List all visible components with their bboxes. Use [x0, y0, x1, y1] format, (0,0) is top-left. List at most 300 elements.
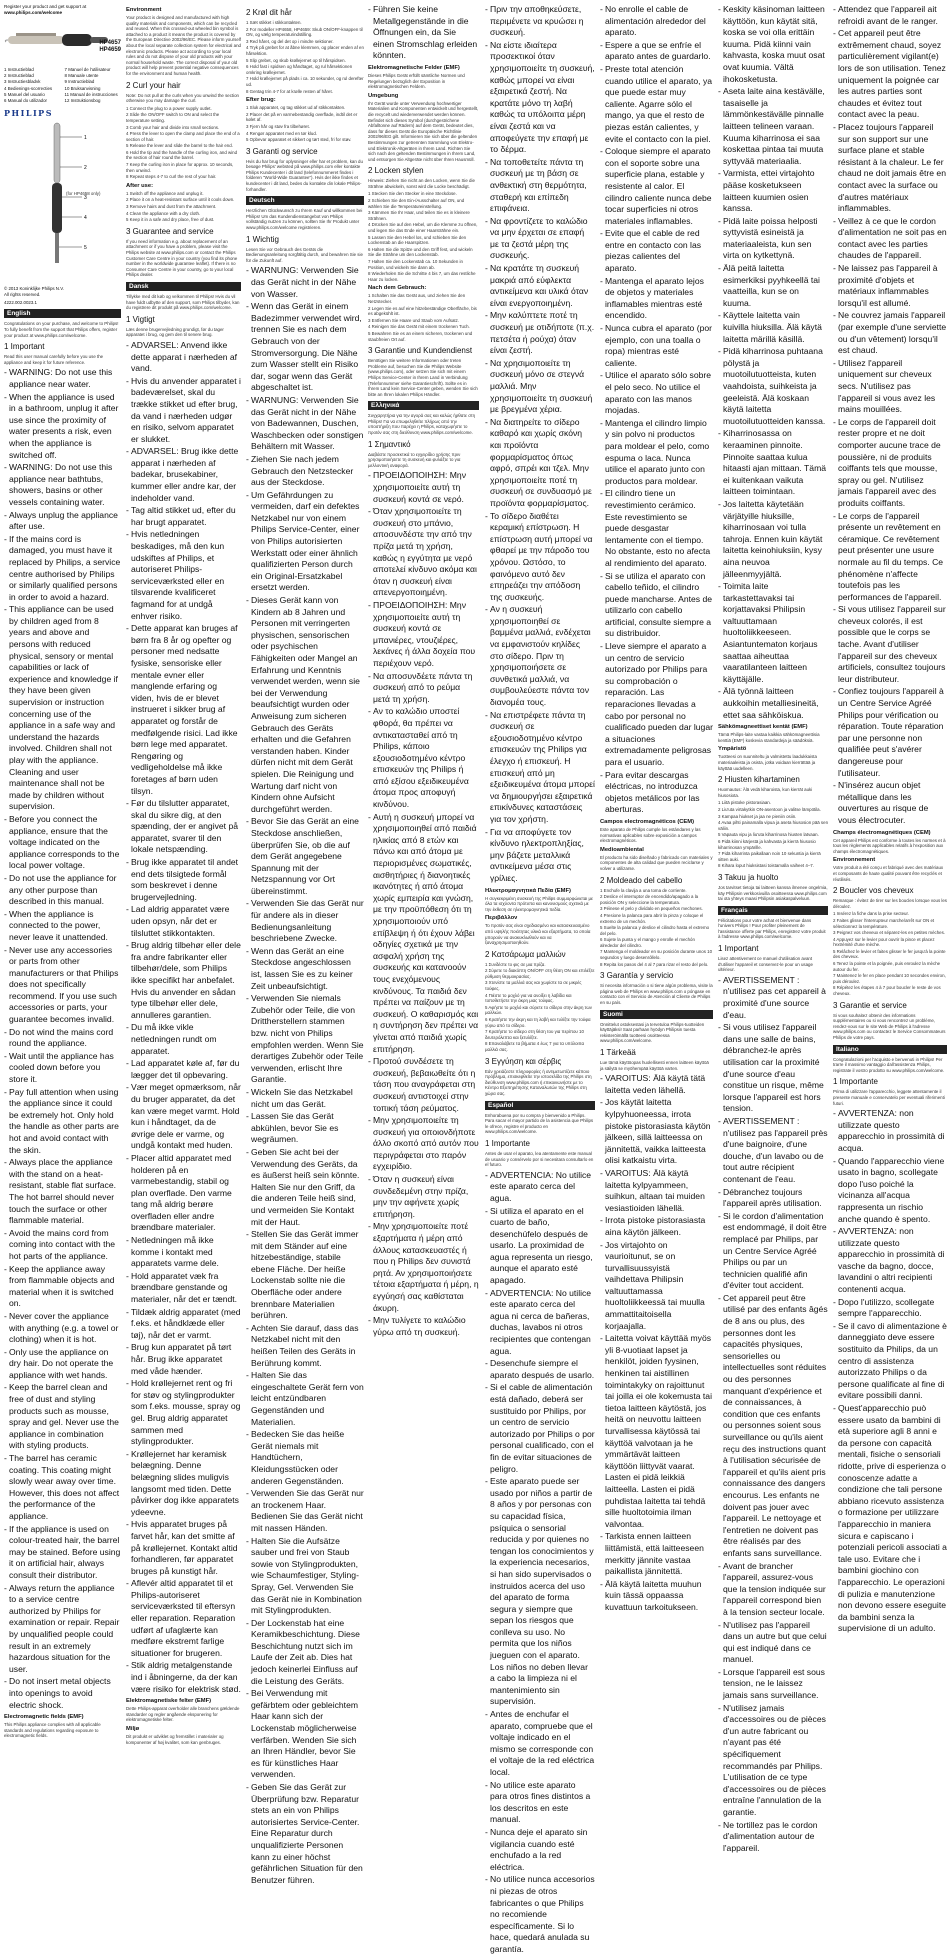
- list-item: - Netledningen må ikke komme i kontakt med apparatets varme dele.: [126, 1235, 241, 1270]
- note-text: Remarque : évitez de tirer sur les boucles lorsque vous les déroulez.: [833, 898, 947, 909]
- list-item: - Για να αποφύγετε τον κίνδυνο ηλεκτροπληξίας, μην βάζετε μεταλλικά αντικείμενα μέσα στις γρίλιες.: [485, 827, 595, 885]
- list-item: - Jos laitetta käytetään värjätyille hiuksille, kiharrinosaan voi tulla tahroja. Ennen kuin käytät laitetta keinohiuksiin, kysy aina neuvoa jälleenmyyjältä.: [718, 499, 828, 580]
- list-item: - Pidä laite poissa helposti syttyvistä esineistä ja materiaaleista, kun sen virta on kytkettynä.: [718, 216, 828, 262]
- list-item: - Älä työnnä laitteen aukkoihin metalliesineitä, ettet saa sähköiskua.: [718, 686, 828, 721]
- list-item: - Tag altid stikket ud, efter du har brugt apparatet.: [126, 505, 241, 528]
- column-6: [600, 4, 713, 1612]
- list-item: - Before you connect the appliance, ensure that the voltage indicated on the appliance corresponds to the local power voltage.: [4, 814, 121, 872]
- env-title: Environnement: [833, 857, 876, 864]
- list-item: - Se il cavo di alimentazione è danneggiato deve essere sostituito da Philips, da un centro di assistenza autorizzato Philips o da persone qualificate al fine di evitare possibili danni.: [833, 1321, 947, 1402]
- section-title: 1 Wichtig: [246, 234, 279, 244]
- list-item: - ADVARSEL: Anvend ikke dette apparat i nærheden af vand.: [126, 340, 241, 375]
- svg-text:5: 5: [84, 245, 87, 252]
- svg-text:4: 4: [84, 215, 87, 222]
- section-intro: Prima di utilizzare l'apparecchio, leggete attentamente il presente manuale e conservatelo per eventuali riferimenti futuri.: [833, 1089, 945, 1106]
- env-title: Umgebung: [368, 92, 399, 99]
- list-item: - Aflevér altid apparatet til et Philips-autoriseret serviceværksted til eftersyn eller reparation. Reparation udført af ufaglærte kan medføre ekstremt farlige situationer for brugeren.: [126, 1578, 241, 1659]
- list-item: - Lleve siempre el aparato a un centro de servicio autorizado por Philips para su comprobación o reparación. Las reparaciones llevadas a cabo por personal no cualificado pueden dar lugar a situaciones extremadamente peligrosas para el usuario.: [600, 641, 713, 769]
- env-title: Miljø: [126, 1726, 140, 1732]
- list-item: 2 Schieben Sie den Ein-/Ausschalter auf ON, und wählen Sie die Temperatureinstellung.: [368, 198, 465, 209]
- list-item: - Cet appareil peut être extrêmement chaud, soyez particulièrement vigilant(e) lors de son utilisation. Tenez uniquement la poignée car les autres parties sont chaudes et évitez tout contact avec la peau.: [833, 28, 947, 121]
- guarantee-text: Jos tarvitset tietoja tai laitteen kanssa ilmenee ongelmia, käy Philipsin verkkosivuilla osoitteessa www.philips.com tai ota yhteys maasi Philipsin asiakaspalveluun.: [718, 884, 828, 902]
- list-item: 5 Release the lever and slide the barrel to the hair end.: [126, 143, 233, 149]
- list-item: - Si le cordon d'alimentation est endommagé, il doit être remplacé par Philips, par un Centre Service Agréé Philips ou par un technicien qualifié afin d'éviter tout accident.: [718, 1211, 828, 1292]
- list-item: - Ne couvrez jamais l'appareil (par exemple d'une serviette ou d'un vêtement) lorsqu'il est chaud.: [833, 310, 947, 356]
- list-item: - Ne laissez pas l'appareil à proximité d'objets et matériaux inflammables lorsqu'il est allumé.: [833, 263, 947, 309]
- intro-text: Onnittelut ostoksestasi ja tervetuloa Philips-tuotteiden käyttäjäksi! Saat parhaan hyödyn Philipsin tuesta rekisteröimällä tuotteesi osoitteessa www.philips.com/welcome.: [600, 1021, 705, 1044]
- list-item: - Όταν χρησιμοποιείτε τη συσκευή στο μπάνιο, αποσυνδέστε την από την πρίζα μετά τη χρήση, καθώς η εγγύτητα με νερό αποτελεί κίνδυνο ακόμα και όταν η συσκευή είναι απενεργοποιημένη.: [368, 506, 479, 599]
- lang-heading-dansk: Dansk: [126, 282, 241, 291]
- list-item: 3 Χτενίστε τα μαλλιά σας και χωρίστε τα σε μικρές τούφες.: [485, 980, 582, 992]
- list-item: - Hold apparatet væk fra brændbare genstande og materialer, når det er tændt.: [126, 1271, 241, 1306]
- list-item: 1 Connect the plug to a power supply outlet.: [126, 105, 212, 111]
- list-item: - Pay full attention when using the appliance since it could be extremely hot. Only hold the handle as other parts are hot and avoid contact with the skin.: [4, 1087, 121, 1157]
- list-item: 7 Halten Sie den Lockenstab ca. 10 Sekunden in Position, und wickeln Sie dann ab.: [368, 259, 463, 270]
- list-item: - Do not wind the mains cord round the appliance.: [4, 1027, 121, 1050]
- list-item: - Lorsque l'appareil est sous tension, ne le laissez jamais sans surveillance.: [718, 1667, 828, 1702]
- guarantee-text: If you need information e.g. about replacement of an attachment or if you have a problem, please visit the Philips website at www.philips.com or contact the Philips Customer Care Centre in your country (you find its phone number in the worldwide guarantee leaflet). If there is no Consumer Care Centre in your country, go to your local Philips dealer.: [126, 238, 238, 278]
- list-item: - Pidä kiharrinosa puhtaana pölystä ja muotoilutuotteista, kuten vaahdoista, suihkeista ja geeleistä. Älä koskaan käytä laitetta muotoilutuotteiden kanssa.: [718, 346, 828, 427]
- list-item: - Mantenga el cilindro limpio y sin polvo ni productos para moldear el pelo, como espuma o laca. Nunca utilice el aparato junto con productos para moldear.: [600, 418, 713, 488]
- emf-title: Champs électromagnétiques (CEM): [833, 829, 931, 836]
- list-item: - Achten Sie darauf, dass das Netzkabel nicht mit den heißen Teilen des Geräts in Berührung kommt.: [246, 1323, 364, 1369]
- section-title: 1 Σημαντικό: [368, 439, 411, 449]
- list-item: - Attendez que l'appareil ait refroidi avant de le ranger.: [833, 4, 947, 27]
- list-item: - Si el cable de alimentación está dañado, deberá ser sustituido por Philips, por un centro de servicio autorizado por Philips o por personal cualificado, con el fin de evitar situaciones de peligro.: [485, 1382, 595, 1475]
- list-item: 4 Press the lever to open the clamp and place the end of a section of hair.: [126, 131, 240, 142]
- section-title: 2 Krøl dit hår: [246, 8, 292, 17]
- section-title: 3 Garantie und Kundendienst: [368, 346, 473, 356]
- list-item: - Placez toujours l'appareil sur son support sur une surface plane et stable résistant à la chaleur. Le fer chaud ne doit jamais être en contact avec la surface ou d'autres matériaux inflammables.: [833, 122, 947, 215]
- list-item: 8 Gentag trin 4-7 for at krølle resten af håret.: [246, 88, 333, 94]
- model-b: HP4659: [99, 47, 121, 53]
- list-item: - If the appliance is used on colour-treated hair, the barrel may be stained. Before using it on artificial hair, always consult their distributor.: [4, 1524, 121, 1582]
- list-item: 4 Tryk på grebet for at åbne klemmen, og placer enden af en hårsektion.: [246, 45, 364, 56]
- list-item: 7 Κρατήστε το σίδερο στη θέση του για περίπου 10 δευτερόλεπτα και ξετυλίξτε.: [485, 1029, 584, 1040]
- lang-heading-english: English: [4, 309, 121, 318]
- list-item: - Αν το καλώδιο υποστεί φθορά, θα πρέπει να αντικατασταθεί από τη Philips, κάποιο εξουσιοδοτημένο κέντρο επισκευών της Philips ή από εξίσου εξειδικευμένα άτομα προς αποφυγή κινδύνου.: [368, 706, 479, 810]
- rights-line: All rights reserved.: [4, 291, 41, 297]
- model-a: HP4657: [99, 40, 121, 46]
- intro-text: Συγχαρητήρια για την αγορά σας και καλώς ήρθατε στη Philips! Για να επωφεληθείτε πλήρως από την υποστήριξη που παρέχει η Philips, καταχωρήστε το προϊόν σας στη διεύθυνση www.philips.com/welcome.: [368, 413, 476, 436]
- section-intro: Read this user manual carefully before you use the appliance and keep it for future reference.: [4, 354, 104, 365]
- list-item: - AVVERTENZA: non utilizzate questo apparecchio in prossimità di vasche da bagno, docce, lavandini o altri recipienti contenenti acqua.: [833, 1226, 947, 1296]
- list-item: - Veillez à ce que le cordon d'alimentation ne soit pas en contact avec les parties chaudes de l'appareil.: [833, 216, 947, 262]
- list-item: - Jos käytät laitetta kylpyhuoneessa, irrota pistoke pistorasiasta käytön jälkeen, sillä laitteessa on jännitettä, vaikka laitteesta olisi katkaistu virta.: [600, 1097, 713, 1167]
- list-item: 2 Faites glisser l'interrupteur marche/arrêt sur ON et sélectionnez la température.: [833, 917, 935, 929]
- list-item: - ADVARSEL: Brug ikke dette apparat i nærheden af badekar, brusekabiner, kummer eller andre kar, der indeholder vand.: [126, 446, 241, 504]
- register-line: Register your product and get support at: [4, 4, 87, 9]
- warning-list: [485, 1170, 595, 1956]
- list-item: - Wenn das Gerät in einem Badezimmer verwendet wird, trennen Sie es nach dem Gebrauch von der Stromversorgung. Die Nähe zum Wasser stellt ein Risiko dar, sogar wenn das Gerät abgeschaltet ist.: [246, 301, 364, 394]
- list-item: - Bedecken Sie das heiße Gerät niemals mit Handtüchern, Kleidungsstücken oder anderen Gegenständen.: [246, 1429, 364, 1487]
- list-item: - Coloque siempre el aparato con el soporte sobre una superficie plana, estable y resistente al calor. El cilindro caliente nunca debe tocar superficies ni otros materiales inflamables.: [600, 146, 713, 227]
- steps-list: [246, 20, 364, 94]
- list-item: 8 Répétez les étapes 4 à 7 pour boucler le reste de vos cheveux.: [833, 985, 941, 997]
- list-item: - Mantenga el aparato lejos de objetos y materiales inflamables mientras esté encendido.: [600, 276, 713, 322]
- list-item: - Brug kun apparatet på tørt hår. Brug ikke apparatet med våde hænder.: [126, 1342, 241, 1377]
- list-item: - WARNUNG: Verwenden Sie das Gerät nicht in der Nähe von Badewannen, Duschen, Waschbecken oder sonstigen Behältern mit Wasser.: [246, 395, 364, 453]
- after-use-title: Nach dem Gebrauch:: [368, 285, 427, 292]
- section-intro: Lisez attentivement ce manuel d'utilisation avant d'utiliser l'appareil et conservez-le pour un usage ultérieur.: [718, 956, 813, 973]
- list-item: 6 Manual do utilizador: [4, 98, 47, 104]
- list-item: 7 Maintenez le fer en place pendant 10 secondes environ, puis déroulez.: [833, 973, 946, 984]
- list-item: - ΠΡΟΕΙΔΟΠΟΙΗΣΗ: Μην χρησιμοποιείτε αυτή τη συσκευή κοντά σε μπανιέρες, ντουζιέρες, λεκάνες ή άλλα δοχεία που περιέχουν νερό.: [368, 600, 479, 670]
- lang-heading-deutsch: Deutsch: [246, 196, 364, 205]
- list-item: 2 Legen Sie es auf eine hitzebeständige Oberfläche, bis es abgekühlt ist.: [368, 305, 477, 317]
- hp4658-note: (for HP4658 only): [66, 191, 101, 197]
- list-item: - Keskity käsinoman laitteen käyttöön, kun käytät sitä, koska se voi olla erittäin kuuma. Pidä kiinni vain kahvasta, koska muut osat ovat kuumia. Vältä ihokosketusta.: [718, 4, 828, 85]
- list-item: 4 Drücken Sie auf den Hebel, um die Klemme zu öffnen, und legen Sie das Ende einer Haarsträhne ein.: [368, 222, 478, 234]
- register-url: www.philips.com/welcome: [4, 9, 63, 15]
- list-item: - Espere a que se enfríe el aparato antes de guardarlo.: [600, 40, 713, 63]
- list-item: - Να κρατάτε τη συσκευή μακριά από εύφλεκτα αντικείμενα και υλικά όταν είναι ενεργοποιημένη.: [485, 263, 595, 309]
- section-intro: Διαβάστε προσεκτικά το εγχειρίδιο χρήσης πριν χρησιμοποιήσετε τη συσκευή και φυλάξτε το για μελλοντική αναφορά.: [368, 451, 461, 468]
- list-item: 7 Keep the curling iron in place for approx. 10 seconds, then unwind.: [126, 162, 234, 173]
- emf-title: Elektromagnetische Felder (EMF): [368, 64, 460, 71]
- list-item: 8 Manuale utente: [64, 73, 99, 79]
- list-item: - Vær meget opmærksom, når du bruger apparatet, da det kan være meget varmt. Hold kun i håndtaget, da de øvrige dele er varme, og undgå kontakt med huden.: [126, 1082, 241, 1152]
- list-item: - El cilindro tiene un revestimiento cerámico. Este revestimiento se puede desgastar lentamente con el tiempo. No obstante, esto no afecta al rendimiento del aparato.: [600, 488, 713, 569]
- list-item: - Halten Sie das eingeschaltete Gerät fern von leicht entzündbaren Gegenständen und Materialien.: [246, 1370, 364, 1428]
- list-item: - Cet appareil peut être utilisé par des enfants âgés de 8 ans ou plus, des personnes dont les capacités physiques, sensorielles ou intellectuelles sont réduites ou des personnes manquant d'expérience et de connaissances, à condition que ces enfants ou personnes soient sous surveillance ou qu'ils aient reçu des instructions quant à l'utilisation sécurisée de l'appareil et qu'ils aient pris connaissance des dangers encourus. Les enfants ne doivent pas jouer avec l'appareil. Le nettoyage et l'entretien ne doivent pas être réalisés par des enfants sans surveillance.: [718, 1293, 828, 1560]
- list-item: - Placer altid apparatet med holderen på en varmebestandig, stabil og plan overflade. Den varme tang må aldrig berøre overfladen eller andre brændbare materialer.: [126, 1153, 241, 1234]
- list-item: 4 Reinigen Sie das Gerät mit einem trockenen Tuch.: [368, 324, 470, 330]
- list-item: 4 Presione la palanca para abrir la pinza y coloque el extremo de un mechón.: [600, 912, 704, 924]
- after-use-title: After use:: [126, 182, 154, 189]
- list-item: - Hvis du anvender apparatet i badeværelset, skal du trække stikket ud efter brug, da vand i nærheden udgør en risiko, selvom apparatet er slukket.: [126, 376, 241, 446]
- list-item: - Kiharrinosassa on keraaminen pinnoite. Pinnoite saattaa kulua hitaasti ajan mittaan. Tämä ei kuitenkaan vaikuta laitteen toimintaan.: [718, 428, 828, 498]
- env-title: Environment: [126, 7, 162, 13]
- list-item: - Lad apparatet køle af, før du lægger det til opbevaring.: [126, 1058, 241, 1081]
- list-item: - Ne tortillez pas le cordon d'alimentation autour de l'appareil.: [718, 1820, 828, 1855]
- section-title: 1 Vigtigt: [126, 314, 155, 324]
- list-item: - Før du tilslutter apparatet, skal du sikre dig, at den spænding, der er angivet på apparatet, svarer til den lokale netspænding.: [126, 798, 241, 856]
- intro-text: Congratulazioni per l'acquisto e benvenuti in Philips! Per trarre il massimo vantaggio dall'assistenza Philips, registrate il vostro prodotto su www.philips.com/welcome.: [833, 1056, 945, 1073]
- env-text: El producto ha sido diseñado y fabricado con materiales y componentes de alta calidad que pueden reciclarse y volver a utilizarse.: [600, 854, 713, 871]
- list-item: 10 Bruksanvisning: [64, 85, 101, 91]
- column-1: [4, 4, 121, 1739]
- column-4: [368, 4, 479, 1337]
- emf-title: Ηλεκτρομαγνητικά Πεδία (EMF): [485, 887, 571, 894]
- list-item: - Avoid the mains cord from coming into contact with the hot parts of the appliance.: [4, 1228, 121, 1263]
- list-item: - Do not insert metal objects into openings to avoid electric shock.: [4, 1676, 121, 1711]
- emf-title: Sähkömagneettiset kentät (EMF): [718, 724, 808, 731]
- list-item: - Utilice el aparato sólo sobre el pelo seco. No utilice el aparato con las manos mojadas.: [600, 370, 713, 416]
- list-item: 5 Slip grebet, og skub krøllejernet op til hårspidsen.: [246, 57, 346, 63]
- lang-heading-francais: Français: [718, 906, 828, 915]
- list-item: - Preste total atención cuando utilice el aparato, ya que puede estar muy caliente. Agarre sólo el mango, ya que el resto de piezas están calientes, y evite el contacto con la piel.: [600, 64, 713, 145]
- list-item: - Do not use the appliance for any other purpose than described in this manual.: [4, 873, 121, 908]
- list-item: 8 Repeat steps 4-7 to curl the rest of your hair.: [126, 174, 217, 180]
- list-item: - Bevor Sie das Gerät an eine Steckdose anschließen, überprüfen Sie, ob die auf dem Gerät angegebene Spannung mit der Netzspannung vor Ort übereinstimmt.: [246, 816, 364, 897]
- document-code: 4222.002.0023.1: [4, 300, 37, 306]
- steps-list: [833, 911, 947, 996]
- svg-text:2: 2: [84, 165, 87, 172]
- philips-logo: PHILIPS: [4, 108, 53, 119]
- list-item: 1 Stecken Sie den Stecker in eine Steckdose.: [368, 191, 457, 197]
- column-3: [246, 4, 364, 1885]
- list-item: - Desenchufe siempre el aparato después de usarlo.: [485, 1358, 595, 1381]
- section-title: 1 Tärkeää: [600, 1048, 636, 1057]
- list-item: - Älä käytä laitetta muuhun kuin tässä oppaassa kuvattuun tarkoitukseen.: [600, 1579, 713, 1614]
- list-item: 2 Place it on a heat-resistant surface until it cools down.: [126, 197, 235, 203]
- list-item: - Μην καλύπτετε ποτέ τη συσκευή με οτιδήποτε (π.χ. πετσέτα ή ρούχα) όταν είναι ζεστή.: [485, 310, 595, 356]
- list-item: 5 Relâchez le levier et faites glisser le fer jusqu'à la pointe des cheveux.: [833, 948, 946, 960]
- list-item: - AVERTISSEMENT : n'utilisez pas cet appareil à proximité d'une source d'eau.: [718, 975, 828, 1021]
- list-item: - Να επιστρέφετε πάντα τη συσκευή σε εξουσιοδοτημένο κέντρο επισκευών της Philips για έλεγχο ή επισκευή. Η επισκευή από μη εξειδικευμένα άτομα μπορεί να δημιουργήσει εξαιρετικά επικίνδυνες καταστάσεις για τον χρήστη.: [485, 710, 595, 826]
- list-item: - Si utiliza el aparato en el cuarto de baño, desenchúfelo después de usarlo. La proximidad de agua representa un riesgo, aunque el aparato esté apagado.: [485, 1206, 595, 1287]
- list-item: - Hvis netledningen beskadiges, må den kun udskiftes af Philips, et autoriseret Philips-serviceværksted eller en tilsvarende kvalificeret fagmand for at undgå enhver risiko.: [126, 529, 241, 622]
- section-title: 3 Takuu ja huolto: [718, 872, 779, 882]
- list-item: - The barrel has ceramic coating. This coating might slowly wear away over time. However, this does not affect the performance of the appliance.: [4, 1453, 121, 1523]
- steps-list: [126, 106, 241, 180]
- list-item: 3 Comb your hair and divide into small sections.: [126, 124, 220, 130]
- section-title: 2 Curl your hair: [126, 80, 181, 90]
- list-item: 6 Tenez la pointe et la poignée, puis enroulez la mèche autour du fer.: [833, 961, 941, 972]
- section-title: 2 Moldeado del cabello: [600, 875, 683, 885]
- column-8: [833, 4, 947, 1634]
- list-item: - Wait until the appliance has cooled down before you store it.: [4, 1051, 121, 1086]
- list-item: - Um Gefährdungen zu vermeiden, darf ein defektes Netzkabel nur von einem Philips Service-Center, einer von Philips autorisierten Werkstatt oder einer ähnlich qualifizierten Person durch ein Original-Ersatzkabel ersetzt werden.: [246, 490, 364, 594]
- list-item: - Always place the appliance with the stand on a heat-resistant, stable flat surface. The hot barrel should never touch the surface or other flammable material.: [4, 1157, 121, 1227]
- section-intro: Lesen Sie vor Gebrauch des Geräts die Bedienungsanleitung sorgfältig durch, und bewahren Sie sie für die Zukunft auf.: [246, 246, 363, 263]
- list-item: 1 Insérez la fiche dans la prise secteur.: [833, 911, 909, 917]
- list-item: 1 Sæt stikket i stikkontakten.: [246, 20, 302, 25]
- list-item: - Να τοποθετείτε πάντα τη συσκευή με τη βάση σε ανθεκτική στη θερμότητα, σταθερή και επίπεδη επιφάνεια.: [485, 157, 595, 215]
- emf-text: This Philips appliance complies with all applicable standards and regulations regarding exposure to electromagnetic fields.: [4, 1722, 101, 1739]
- warning-list: [600, 4, 713, 816]
- list-item: - Never use any accessories or parts from other manufacturers or that Philips does not specifically recommend. If you use such accessories or parts, your guarantee becomes invalid.: [4, 945, 121, 1026]
- after-steps-list: [126, 191, 241, 223]
- note-text: Note: Do not pull at the curls when you unwind the section otherwise you may damage the curl.: [126, 92, 240, 104]
- list-item: - Να διατηρείτε το σίδερο καθαρό και χωρίς σκόνη και προϊόντα φορμαρίσματος όπως αφρό, σπρέι και τζελ. Μην χρησιμοποιείτε ποτέ τη συσκευή σε συνδυασμό με προϊόντα φορμαρίσματος.: [485, 417, 595, 510]
- list-item: - N'utilisez pas l'appareil dans un autre but que celui qui est indiqué dans ce manuel.: [718, 1620, 828, 1666]
- emf-text: Cet appareil Philips est conforme à toutes les normes et à tous les règlements applicables relatifs à l'exposition aux champs électromagnétiques.: [833, 837, 946, 854]
- section-title: 2 Locken stylen: [368, 166, 424, 176]
- lang-heading-suomi: Suomi: [600, 1010, 713, 1019]
- list-item: - Verwenden Sie das Gerät nur an trockenem Haar. Bedienen Sie das Gerät nicht mit nassen Händen.: [246, 1488, 364, 1534]
- env-text: Dit produkt er udviklet og fremstillet i materialer og komponenter af høj kvalitet, som kan genbruges.: [126, 1734, 224, 1745]
- list-item: - Käyttele laitetta vain kuivilla hiuksilla. Älä käytä laitetta märillä käsillä.: [718, 310, 828, 345]
- list-item: - This appliance can be used by children aged from 8 years and above and persons with reduced physical, sensory or mental capabilities or lack of experience and knowledge if they have been given supervision or instruction concerning use of the appliance in a safe way and understand the hazards involved. Children shall not play with the appliance. Cleaning and user maintenance shall not be made by children without supervision.: [4, 604, 121, 813]
- warning-list: [246, 265, 364, 1886]
- list-item: - ADVERTENCIA: No utilice este aparato cerca del agua.: [485, 1170, 595, 1205]
- list-item: 6 Halten Sie die Spitze und den Griff fest, und wickeln Sie die Strähne um den Lockenstab.: [368, 246, 473, 258]
- list-item: 5 Vapauta vipu ja liu'uta kiharrinosa hiusten latvaan.: [718, 832, 819, 838]
- guarantee-text: Si vous souhaitez obtenir des informations supplémentaires ou si vous rencontrez un problème, rendez-vous sur le site Web de Philips à l'adresse www.philips.com ou contactez le Service Consommateurs Philips de votre pays.: [833, 1012, 946, 1040]
- device-diagram: [4, 117, 121, 282]
- list-item: 4 Avaa pihti painamalla vipua ja aseta hiusosion pää sen väliin.: [718, 820, 829, 831]
- column-7: [718, 4, 829, 1853]
- env-title: Περιβάλλον: [485, 915, 518, 922]
- list-item: - Verwenden Sie das Gerät nur für andere als in dieser Bedienungsanleitung beschriebene Zwecke.: [246, 898, 364, 944]
- lang-heading-espanol: Español: [485, 1101, 595, 1110]
- list-item: - When the appliance is connected to the power, never leave it unattended.: [4, 909, 121, 944]
- list-item: 2 Σύρετε το διακόπτη ON/OFF στη θέση ON και επιλέξτε ρύθμιση θερμοκρασίας.: [485, 968, 595, 979]
- list-item: - Nunca deje el aparato sin vigilancia cuando esté enchufado a la red eléctrica.: [485, 1827, 595, 1873]
- section-title: 1 Important: [4, 342, 45, 352]
- list-item: - Προτού συνδέσετε τη συσκευή, βεβαιωθείτε ότι η τάση που αναγράφεται στη συσκευή αντιστοιχεί στην τοπική τάση ρεύματος.: [368, 1056, 479, 1114]
- list-item: 6 Κρατήστε την άκρη και τη λαβή και τυλίξτε την τούφα γύρω από το σίδερο.: [485, 1017, 591, 1028]
- list-item: 5 Αφήστε το μοχλό και σύρετε το σίδερο στην άκρη των μαλλιών.: [485, 1004, 592, 1016]
- list-item: - Brug aldrig tilbehør eller dele fra andre fabrikanter eller tilbehør/dele, som Philips ikke specifikt har anbefalet. Hvis du anvender en sådan type tilbehør eller dele, annulleres garantien.: [126, 940, 241, 1021]
- list-item: - Si se utiliza el aparato con cabello teñido, el cilindro puede mancharse. Antes de utilizarlo con cabello artificial, consulte siempre a su distribuidor.: [600, 571, 713, 641]
- list-item: - Utilisez l'appareil uniquement sur cheveux secs. N'utilisez pas l'appareil si vous avez les mains mouillées.: [833, 358, 947, 416]
- list-item: 1 Switch off the appliance and unplug it.: [126, 190, 204, 196]
- list-item: 3 Entfernen Sie Haare und Staub vom Aufsatz.: [368, 317, 460, 323]
- list-item: - Hvis apparatet bruges på farvet hår, kan det smitte af på krøllejernet. Kontakt altid forhandleren, før apparatet bruges på kunstigt hår.: [126, 1519, 241, 1577]
- list-item: - Μην τυλίγετε το καλώδιο γύρω από τη συσκευή.: [368, 1315, 479, 1338]
- note-text: Hinweis: Ziehen Sie nicht an den Locken, wenn Sie die Strähne abwickeln, sonst wird die Locke beschädigt.: [368, 178, 475, 189]
- intro-text: Herzlichen Glückwunsch zu Ihrem Kauf und willkommen bei Philips! Um das Kundendienstangebot von Philips vollständig nutzen zu können, sollten Sie Ihr Produkt unter www.philips.com/welcome registrieren.: [246, 208, 363, 231]
- list-item: - Du må ikke vikle netledningen rundt om apparatet.: [126, 1022, 241, 1057]
- section-intro: Antes de usar el aparato, lea atentamente este manual de usuario y consérvelo por si necesitara consultarlo en el futuro.: [485, 1150, 594, 1168]
- list-item: - Le corps de l'appareil doit rester propre et ne doit comporter aucune trace de poussière, ni de produits coiffants tels que mousse, spray ou gel. N'utilisez jamais l'appareil avec des produits coiffants.: [833, 417, 947, 510]
- steps-list: [368, 191, 479, 282]
- list-item: 3 Kämmen Sie Ihr Haar, und teilen Sie es in kleinere Strähnen.: [368, 210, 470, 221]
- list-item: - Ziehen Sie nach jedem Gebrauch den Netzstecker aus der Steckdose.: [246, 454, 364, 489]
- env-text: Ihr Gerät wurde unter Verwendung hochwertiger Materialien und Komponenten entwickelt und hergestellt, die recycelt und wiederverwendet werden können. Befindet sich dieses Symbol (durchgestrichene Abfalltonne auf Rädern) auf dem Gerät, bedeutet dies, dass für dieses Gerät die Europäische Richtlinie 2002/96/EG gilt. Informieren Sie sich über die geltenden Bestimmungen zur getrennten Sammlung von Elektro- und Elektronik-Altgeräten in Ihrem Land. Richten Sie sich nach den geltenden Bestimmungen in Ihrem Land, und entsorgen Sie Altgeräte nicht über Ihren Hausmüll.: [368, 100, 479, 162]
- list-item: - Varmista, ettei virtajohto pääse kosketukseen laitteen kuumien osien kanssa.: [718, 168, 828, 214]
- cover-header: [4, 4, 121, 64]
- list-item: - Μην χρησιμοποιείτε τη συσκευή για οποιονδήποτε άλλο σκοπό από αυτόν που περιγράφεται στο παρόν εγχειρίδιο.: [368, 1115, 479, 1173]
- list-item: - No utilice este aparato para otros fines distintos a los descritos en este manual.: [485, 1780, 595, 1826]
- list-item: - Να είστε ιδιαίτερα προσεκτικοί όταν χρησιμοποιείτε τη συσκευή, καθώς μπορεί να είναι εξαιρετικά ζεστή. Να κρατάτε μόνο τη λαβή καθώς τα υπόλοιπα μέρη είναι ζεστά και να αποφεύγετε την επαφή με το δέρμα.: [485, 40, 595, 156]
- list-item: 6 Pidä kiinni kärjestä ja kahvasta ja kierrä hiusosio kiharrinosan ympärille.: [718, 838, 816, 850]
- list-item: 3 Remove hairs and dust from the attachment.: [126, 204, 217, 210]
- list-item: - Wenn das Gerät an eine Steckdose angeschlossen ist, lassen Sie es zu keiner Zeit unbeaufsichtigt.: [246, 946, 364, 992]
- warning-list: [368, 470, 479, 1338]
- model-numbers: [99, 40, 121, 54]
- list-item: - Führen Sie keine Metallgegenstände in die Öffnungen ein, da Sie einen Stromschlag erleiden könnten.: [368, 4, 479, 62]
- list-item: 8 Wiederholen Sie die Schritte 4 bis 7, um das restliche Haar zu locken.: [368, 271, 476, 282]
- list-item: - VAROITUS: Älä käytä laitetta kylpyammeen, suihkun, altaan tai muiden vesiastioiden lähellä.: [600, 1168, 713, 1214]
- list-item: 7 Hold krøllejernet på plads i ca. 10 sekunder, og rul derefter ud.: [246, 76, 364, 87]
- list-item: - Quando l'apparecchio viene usato in bagno, scollegate dopo l'uso poiché la vicinanza all'acqua rappresenta un rischio anche quando è spento.: [833, 1156, 947, 1226]
- warning-list: [718, 4, 828, 721]
- list-item: - Tarkista ennen laitteen liittämistä, että laitteeseen merkitty jännite vastaa paikallista jännitettä.: [600, 1531, 713, 1577]
- list-item: - Jos virtajohto on vaurioitunut, se on turvallisuussyistä vaihdettava Philipsin valtuuttamassa huoltoliikkeessä tai muulla ammattitaitoisella korjaajalla.: [600, 1240, 713, 1333]
- list-item: 8 Kihara loput hiuksistasi toistamalla vaiheet 4–7.: [718, 863, 814, 869]
- warning-list: [833, 4, 947, 827]
- list-item: - AVVERTENZA: non utilizzate questo apparecchio in prossimità di acqua.: [833, 1108, 947, 1154]
- list-item: 1 Συνδέστε το φις σε μια πρίζα.: [485, 961, 546, 967]
- list-item: 7 Pidä kiharrinta paikallaan noin 10 sekuntia ja kierrä sitten auki.: [718, 851, 821, 862]
- list-item: 5 Keep it in a safe and dry place, free of dust.: [126, 217, 215, 223]
- language-index: [4, 67, 121, 104]
- list-item: - N'insérez aucun objet métallique dans les ouvertures au risque de vous électrocuter.: [833, 780, 947, 826]
- list-item: - Irrota pistoke pistorasiasta aina käytön jälkeen.: [600, 1215, 713, 1238]
- list-item: - Älä peitä laitetta esimerkiksi pyyhkeellä tai vaatteilla, kun se on kuuma.: [718, 263, 828, 309]
- list-item: - Το σίδερο διαθέτει κεραμική επίστρωση. Η επίστρωση αυτή μπορεί να φθαρεί με την πάροδο του χρόνου. Ωστόσο, το φαινόμενο αυτό δεν επηρεάζει την απόδοση της συσκευής.: [485, 511, 595, 604]
- after-steps-list: [368, 293, 479, 342]
- list-item: 6 Sujete la punta y el mango y enrolle el mechón alrededor del cilindro.: [600, 937, 695, 948]
- list-item: - No enrolle el cable de alimentación alrededor del aparato.: [600, 4, 713, 39]
- list-item: 3 Fjern hår og støv fra tilbehøret.: [246, 123, 310, 129]
- emf-title: Campos electromagnéticos (CEM): [600, 818, 695, 825]
- list-item: - Always unplug the appliance after use.: [4, 510, 121, 533]
- list-item: - WARNING: Do not use this appliance near water.: [4, 367, 121, 390]
- list-item: 3 Peignez vos cheveux et séparez-les en petites mèches.: [833, 930, 946, 936]
- svg-text:1: 1: [84, 135, 87, 142]
- list-item: - Αυτή η συσκευή μπορεί να χρησιμοποιηθεί από παιδιά ηλικίας από 8 ετών και πάνω και από άτομα με περιορισμένες σωματικές, αισθητήριες ή διανοητικές ικανότητες ή από άτομα χωρίς εμπειρία και γνώση, με την προϋπόθεση ότι τη χρησιμοποιούν υπό επίβλεψη ή ότι έχουν λάβει οδηγίες σχετικά με την ασφαλή χρήση της συσκευής και κατανοούν τους ενεχόμενους κινδύνους. Τα παιδιά δεν πρέπει να παίζουν με τη συσκευή. Ο καθαρισμός και η συντήρηση δεν πρέπει να γίνεται από παιδιά χωρίς επιτήρηση.: [368, 812, 479, 1055]
- list-item: - Να αποσυνδέετε πάντα τη συσκευή από το ρεύμα μετά τη χρήση.: [368, 671, 479, 706]
- list-item: - Lassen Sie das Gerät abkühlen, bevor Sie es wegräumen.: [246, 1111, 364, 1146]
- section-title: 3 Εγγύηση και σέρβις: [485, 1056, 562, 1066]
- list-item: - Dopo l'utilizzo, scollegate sempre l'apparecchio.: [833, 1297, 947, 1320]
- list-item: - If the mains cord is damaged, you must have it replaced by Philips, a service centre authorised by Philips or similarly qualified persons in order to avoid a hazard.: [4, 534, 121, 604]
- emf-text: Dette Philips-apparat overholder alle branchens gældende standarder og regler angående eksponering for elektromagnetiske felter.: [126, 1706, 240, 1723]
- list-item: - Si vous utilisez l'appareil sur cheveux colorés, il est possible que le corps se tache. Avant d'utiliser l'appareil sur des cheveux artificiels, consultez toujours leur distributeur.: [833, 604, 947, 685]
- section-title: 2 Κατσάρωμα μαλλιών: [485, 949, 566, 959]
- section-intro: Lue tämä käyttöopas huolellisesti ennen laitteen käyttöä ja säilytä se myöhempää käyttöä varten.: [600, 1060, 709, 1071]
- list-item: 7 Manuel de l'utilisateur: [64, 67, 111, 72]
- after-use-title: Efter brug:: [246, 97, 276, 104]
- list-item: 1 Liitä pistoke pistorasiaan.: [718, 800, 771, 806]
- list-item: - Μην χρησιμοποιείτε ποτέ εξαρτήματα ή μέρη από άλλους κατασκευαστές ή που η Philips δεν συνιστά ρητά. Αν χρησιμοποιήσετε τέτοια εξαρτήματα ή μέρη, η εγγύησή σας καθίσταται άκυρη.: [368, 1221, 479, 1314]
- env-text: Tuotteesi on suunniteltu ja valmistettu laadukkaista materiaaleista ja osista, jotka voidaan kierrättää ja käyttää uudelleen.: [718, 754, 817, 771]
- env-text: Your product is designed and manufactured with high quality materials and components, which can be recycled and reused. When this crossed-out wheeled bin symbol is attached to a product it means the product is covered by the European Directive 2002/96/EC. Please inform yourself about the local separate collection system for electrical and electronic products. Please act according to your local rules and do not dispose of your old products with your normal household waste. The correct disposal of your old product will help prevent potential negative consequences for the environment and human health.: [126, 15, 241, 76]
- emf-text: Tämä Philips-laite vastaa kaikkia sähkömagneettisia kenttiä (EMF) koskevia standardeja ja säädöksiä.: [718, 732, 820, 743]
- list-item: - Le corps de l'appareil présente un revêtement en céramique. Ce revêtement peut présenter une usure normale au fil du temps. Ce phénomène n'affecte toutefois pas les performances de l'appareil.: [833, 511, 947, 604]
- device-illustration: [4, 117, 121, 282]
- list-item: 6 Hold the tip and the handle of the curling iron, and wind the section of hair round the barrel.: [126, 149, 238, 161]
- list-item: 4 Πιέστε το μοχλό για να ανοίξει η λαβίδα και τοποθετήστε την άκρη μιας τούφας.: [485, 992, 572, 1004]
- emf-title: Electromagnetic fields (EMF): [4, 1714, 84, 1721]
- list-item: 6 Hold fast i spidsen og håndtaget, og rul hårsektionen omkring krøllejernet.: [246, 64, 353, 75]
- intro-text: Enhorabuena por su compra y bienvenido a Philips. Para sacar el mayor partido de la asistencia que Philips le ofrece, registre el producto en www.philips.com/welcome.: [485, 1112, 594, 1135]
- svg-text:3: 3: [84, 195, 87, 202]
- warning-list: [126, 340, 241, 1695]
- list-item: - Dette apparat kan bruges af børn fra 8 år og opefter og personer med nedsatte fysiske, sensoriske eller mentale evner eller manglende erfaring og viden, hvis de er blevet instrueret i sikker brug af apparatet og forstår de medfølgende risici. Lad ikke børn lege med apparatet. Rengøring og vedligeholdelse må ikke foretages af børn uden tilsyn.: [126, 623, 241, 797]
- list-item: - Brug ikke apparatet til andet end dets tilsigtede formål som beskrevet i denne brugervejledning.: [126, 857, 241, 903]
- list-item: 12 Instruktionsbog: [64, 98, 101, 104]
- note-text: Huomautus: Älä vedä kiharoista, kun kierrät auki hiusosiota.: [718, 787, 813, 798]
- lang-heading-ellinika: Ελληνικά: [368, 401, 479, 410]
- intro-text: Congratulations on your purchase, and welcome to Philips! To fully benefit from the support that Philips offers, register your product at www.philips.com/welcome.: [4, 321, 119, 338]
- emf-text: Dieses Philips Gerät erfüllt sämtliche Normen und Regelungen bezüglich der Exposition in elektromagnetischen Feldern.: [368, 72, 465, 90]
- intro-text: Félicitations pour votre achat et bienvenue dans l'univers Philips ! Pour profiter pleinement de l'assistance offerte par Philips, enregistrez votre produit à l'adresse www.philips.com/welcome.: [718, 917, 826, 940]
- list-item: - Aseta laite aina kestävälle, tasaiselle ja lämmönkestävälle pinnalle laitteen telineen varaan. Kuuma kiharrinosa ei saa koskettaa pintaa tai muuta syttyvää materiaalia.: [718, 86, 828, 167]
- list-item: 5 Opbevar apparatet et sikkert og tørt sted, fri for støv.: [246, 137, 352, 143]
- env-title: Ympäristö: [718, 746, 747, 753]
- list-item: - Geben Sie das Gerät zur Überprüfung bzw. Reparatur stets an ein von Philips autorisiertes Service-Center. Eine Reparatur durch unqualifizierte Personen kann zu einer höchst gefährlichen Situation für den Benutzer führen.: [246, 1782, 364, 1886]
- section-title: 2 Hiusten kihartaminen: [718, 775, 800, 785]
- list-item: - Να χρησιμοποιείτε τη συσκευή μόνο σε στεγνά μαλλιά. Μην χρησιμοποιείτε τη συσκευή με βρεγμένα χέρια.: [485, 358, 595, 416]
- list-item: - WARNING: Do not use this appliance near bathtubs, showers, basins or other vessels containing water.: [4, 462, 121, 508]
- section-title: 3 Garantie et service: [833, 1000, 907, 1010]
- list-item: 3 Instructiesbladvk: [4, 79, 41, 85]
- list-item: - Tildæk aldrig apparatet (med f.eks. et håndklæde eller tøj), når det er varmt.: [126, 1307, 241, 1342]
- steps-list: [485, 962, 595, 1053]
- section-title: 1 Importante: [833, 1077, 878, 1087]
- list-item: - Débranchez toujours l'appareil après utilisation.: [718, 1187, 828, 1210]
- list-item: - Hold krøllejernet rent og fri for støv og stylingprodukter som f.eks. mousse, spray og gel. Brug aldrig apparatet sammen med stylingprodukter.: [126, 1378, 241, 1448]
- list-item: - Para evitar descargas eléctricas, no introduzca objetos metálicos por las aberturas.: [600, 770, 713, 816]
- emf-title: Elektromagnetiske felter (EMF): [126, 1698, 212, 1705]
- list-item: 11 Manual de instrucciones: [64, 91, 118, 97]
- intro-text: Tillykke med dit køb og velkommen til Philips! Hvis du vil have fuldt udbytte af den support, som Philips tilbyder, kan du registrere dit produkt på www.philips.com/welcome.: [126, 293, 240, 311]
- list-item: 9 Instructieblad: [64, 79, 95, 85]
- list-item: - Este aparato puede ser usado por niños a partir de 8 años y por personas con su capacidad física, psíquica o sensorial reducida y por quienes no tengan los conocimientos y la experiencia necesarios, si han sido supervisados o instruidos acerca del uso del aparato de forma segura y siempre que sepan los riesgos que conlleva su uso. No permita que los niños jueguen con el aparato. Los niños no deben llevar a cabo la limpieza ni el mantenimiento sin supervisión.: [485, 1476, 595, 1708]
- list-item: 2 Placer det på en varmebestandig overflade, indtil det er kølet af.: [246, 111, 358, 123]
- steps-list: [600, 888, 713, 968]
- list-item: - Bei Verwendung mit gefärbtem oder gebleichtem Haar kann sich der Lockenstab möglicherweise verfärben. Wenden Sie sich an Ihren Händler, bevor Sie es für künstliches Haar verwenden.: [246, 1688, 364, 1781]
- column-5: [485, 4, 595, 1954]
- list-item: 4 Rengør apparatet med en tør klud.: [246, 130, 318, 136]
- guarantee-text: Εάν χρειάζεστε πληροφορίες ή αντιμετωπίζετε κάποιο πρόβλημα, επισκεφθείτε την ιστοσελίδα της Philips στη διεύθυνση www.philips.com ή επικοινωνήστε με το Κέντρο Εξυπηρέτησης Καταναλωτών της Philips στη χώρα σας.: [485, 1068, 592, 1096]
